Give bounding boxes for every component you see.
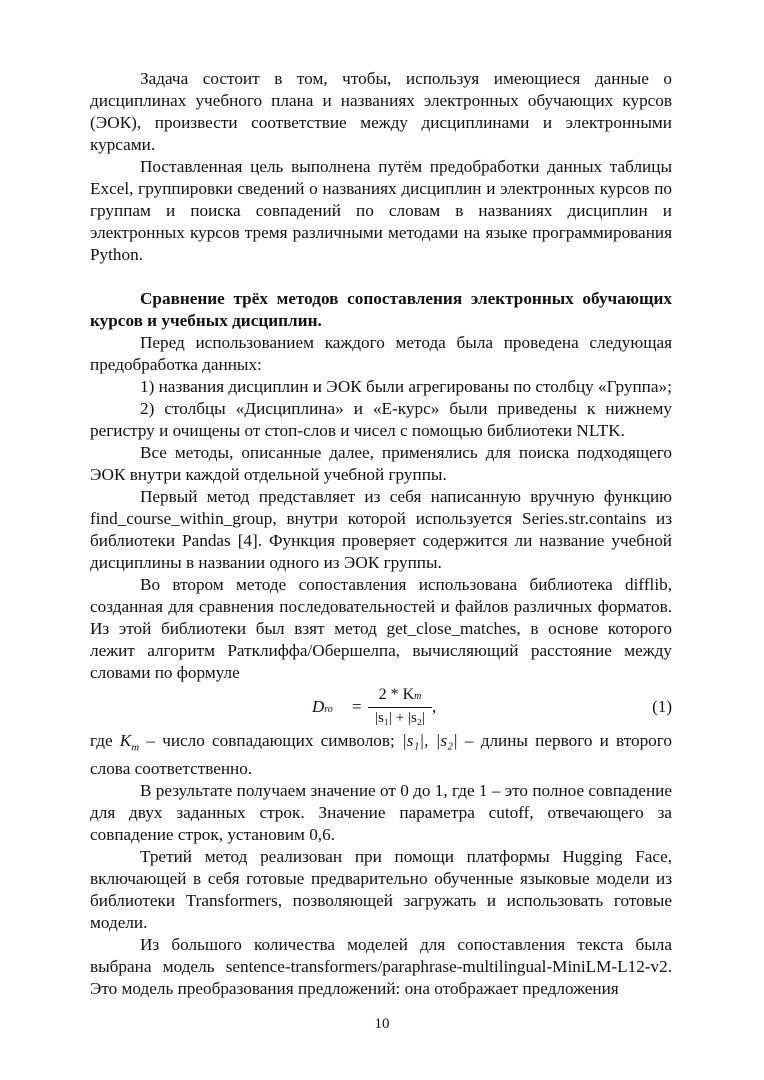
formula-fraction	[368, 686, 432, 727]
formula-numerator: 2 * Km	[378, 686, 422, 703]
formula-lhs: Dro	[312, 697, 333, 716]
list-item-2: 2) столбцы «Дисциплина» и «E-курс» были приведены к нижнему регистру и очищены от стоп-слов и чисел с помощью библиотеки NLTK.	[90, 399, 672, 440]
formula-denominator: |s₁| + |s₂|	[374, 710, 426, 726]
paragraph-result: В результате получаем значение от 0 до 1, где 1 – это полное совпадение для двух заданных строк. Значение параметра cutoff, отвечающего за совпадение строк, установим 0,6.	[90, 781, 672, 845]
paragraph-method-3: Третий метод реализован при помощи платформы Hugging Face, включающей в себя готовые предварительно обученные языковые модели из библиотеки Transformers, позволяющей загружать и использовать готовые модели.	[90, 847, 672, 933]
fraction-bar	[368, 707, 432, 708]
equation-1	[90, 684, 672, 730]
paragraph-methods: Все методы, описанные далее, применялись для поиска подходящего ЭОК внутри каждой отдельной учебной группы.	[90, 443, 672, 484]
paragraph-formula-legend: где $K_m$ – число совпадающих символов; |s₁|, |s₂| – длины первого и второго слова соответственно.	[90, 731, 672, 779]
paragraph-preprocessing: Перед использованием каждого метода была проведена следующая предобработка данных:	[90, 333, 672, 374]
equation-number: (1)	[652, 697, 672, 716]
body-text	[90, 68, 672, 1000]
paragraph-task: Задача состоит в том, чтобы, используя имеющиеся данные о дисциплинах учебного плана и названиях электронных обучающих курсов (ЭОК), произвести соответствие между дисциплинами и электронными курсами.	[90, 69, 672, 154]
paragraph-method-1: Первый метод представляет из себя написанную вручную функцию find_course_within_group, внутри которой используется Series.str.contains из библиотеки Pandas [4]. Функция проверяет содержится ли название учебной дисциплины в названии одного из ЭОК группы.	[90, 487, 672, 572]
formula-equals: =	[352, 697, 362, 716]
paragraph-model: Из большого количества моделей для сопоставления текста была выбрана модель sentence-transformers/paraphrase-multilingual-MiniLM-L12-v2. Это модель преобразования предложений: она отображает предложения	[90, 935, 672, 999]
list-item-1: 1) названия дисциплин и ЭОК были агрегированы по столбцу «Группа»;	[140, 377, 672, 396]
paragraph-method-2: Во втором методе сопоставления использована библиотека difflib, созданная для сравнения последовательностей и файлов различных форматов. Из этой библиотеки был взят метод get_close_matches, в основе которого лежит алгоритм Ратклиффа/Обершелпа, вычисляющий расстояние между словами по формуле	[90, 575, 672, 682]
page-number: 10	[374, 1016, 390, 1032]
formula-comma: ,	[432, 697, 437, 716]
section-heading: Сравнение трёх методов сопоставления электронных обучающих курсов и учебных дисциплин.	[90, 289, 672, 330]
paragraph-goal: Поставленная цель выполнена путём предобработки данных таблицы Excel, группировки сведений о названиях дисциплин и электронных курсов по группам и поиска совпадений по словам в названиях дисциплин и электронных курсов тремя различными методами на языке программирования Python.	[90, 157, 672, 264]
